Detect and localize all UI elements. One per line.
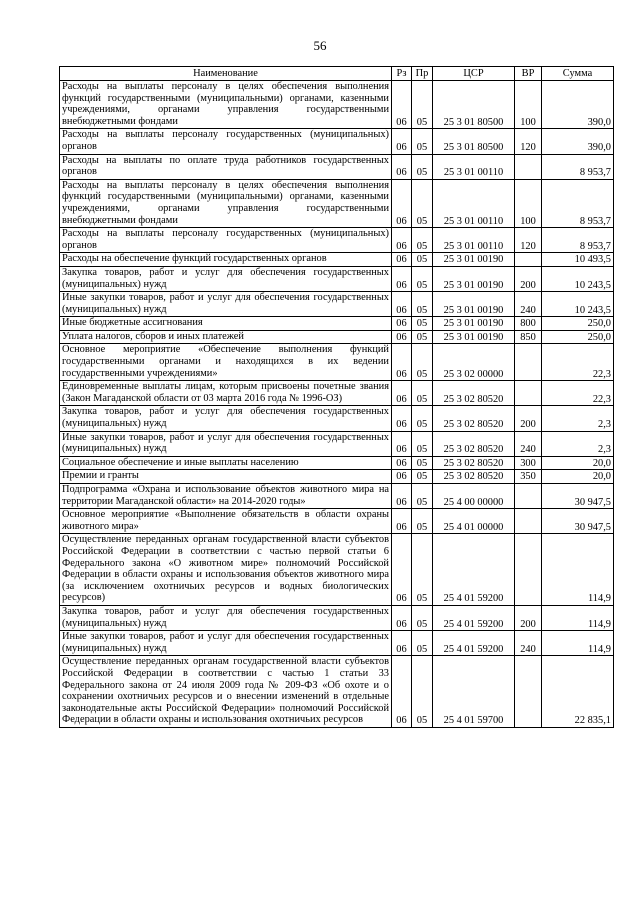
cell-rz: 06 (392, 228, 412, 253)
cell-sum: 22 835,1 (542, 656, 614, 728)
cell-rz: 06 (392, 381, 412, 406)
cell-csr: 25 3 02 80520 (433, 470, 515, 484)
cell-name: Закупка товаров, работ и услуг для обеспечения государственных (муниципальных) нужд (60, 406, 392, 431)
cell-sum: 8 953,7 (542, 228, 614, 253)
cell-rz: 06 (392, 656, 412, 728)
cell-csr: 25 4 01 59200 (433, 631, 515, 656)
cell-sum: 8 953,7 (542, 154, 614, 179)
table-row (60, 266, 614, 291)
header-vr: ВР (515, 67, 542, 81)
header-csr: ЦСР (433, 67, 515, 81)
table-row (60, 330, 614, 344)
cell-csr: 25 3 01 00190 (433, 253, 515, 267)
cell-sum: 250,0 (542, 317, 614, 331)
cell-vr (515, 484, 542, 509)
table-row (60, 228, 614, 253)
cell-pr: 05 (412, 81, 433, 129)
cell-sum: 390,0 (542, 129, 614, 154)
cell-csr: 25 3 01 00190 (433, 292, 515, 317)
cell-csr: 25 4 01 00000 (433, 509, 515, 534)
cell-sum: 20,0 (542, 470, 614, 484)
cell-rz: 06 (392, 631, 412, 656)
cell-vr: 300 (515, 456, 542, 470)
cell-csr: 25 3 01 00190 (433, 266, 515, 291)
cell-rz: 06 (392, 330, 412, 344)
cell-sum: 10 243,5 (542, 266, 614, 291)
table-row (60, 484, 614, 509)
header-pr: Пр (412, 67, 433, 81)
cell-sum: 114,9 (542, 534, 614, 606)
cell-pr: 05 (412, 266, 433, 291)
cell-name: Подпрограмма «Охрана и использование объектов животного мира на территории Магаданской области» на 2014-2020 годы» (60, 484, 392, 509)
table-row (60, 154, 614, 179)
table-row (60, 317, 614, 331)
cell-vr: 240 (515, 292, 542, 317)
cell-rz: 06 (392, 456, 412, 470)
cell-name: Осуществление переданных органам государственной власти субъектов Российской Федерации в соответствии с частью 1 статьи 33 Федерального закона от 24 июля 2009 года № 209-ФЗ «Об охоте и о сохранении охотничьих ресурсов и о внесении изменений в отдельные законодательные акты Российской Федерации» полномочий Российской Федерации в области охраны и использования охотничьих ресурсов (60, 656, 392, 728)
table-header-row (60, 67, 614, 81)
cell-pr: 05 (412, 381, 433, 406)
cell-sum: 390,0 (542, 81, 614, 129)
table-row (60, 292, 614, 317)
cell-pr: 05 (412, 154, 433, 179)
cell-rz: 06 (392, 129, 412, 154)
cell-name: Закупка товаров, работ и услуг для обеспечения государственных (муниципальных) нужд (60, 266, 392, 291)
cell-name: Расходы на выплаты персоналу в целях обеспечения выполнения функций государственными (муниципальными) органами, казенными учреждениями, органами управления государственными внебюджетными фондами (60, 179, 392, 227)
cell-pr: 05 (412, 631, 433, 656)
budget-table (59, 66, 614, 728)
table-row (60, 179, 614, 227)
cell-vr (515, 534, 542, 606)
header-rz: Рз (392, 67, 412, 81)
cell-pr: 05 (412, 406, 433, 431)
cell-vr: 350 (515, 470, 542, 484)
cell-pr: 05 (412, 534, 433, 606)
cell-name: Расходы на выплаты персоналу в целях обеспечения выполнения функций государственными (муниципальными) органами, казенными учреждениями, органами управления государственными внебюджетными фондами (60, 81, 392, 129)
cell-sum: 10 493,5 (542, 253, 614, 267)
cell-csr: 25 3 01 80500 (433, 81, 515, 129)
cell-name: Уплата налогов, сборов и иных платежей (60, 330, 392, 344)
table-row (60, 381, 614, 406)
cell-pr: 05 (412, 484, 433, 509)
cell-csr: 25 3 01 00110 (433, 179, 515, 227)
cell-pr: 05 (412, 292, 433, 317)
cell-sum: 114,9 (542, 605, 614, 630)
cell-name: Иные бюджетные ассигнования (60, 317, 392, 331)
table-row (60, 253, 614, 267)
cell-pr: 05 (412, 656, 433, 728)
cell-sum: 114,9 (542, 631, 614, 656)
cell-vr: 200 (515, 605, 542, 630)
cell-rz: 06 (392, 484, 412, 509)
cell-vr: 800 (515, 317, 542, 331)
page-number: 56 (313, 38, 327, 53)
cell-name: Расходы на обеспечение функций государственных органов (60, 253, 392, 267)
table-row (60, 431, 614, 456)
table-row (60, 406, 614, 431)
cell-pr: 05 (412, 330, 433, 344)
cell-pr: 05 (412, 179, 433, 227)
cell-csr: 25 3 02 80520 (433, 431, 515, 456)
cell-vr: 100 (515, 179, 542, 227)
cell-sum: 2,3 (542, 431, 614, 456)
cell-vr: 120 (515, 129, 542, 154)
table-row (60, 656, 614, 728)
cell-rz: 06 (392, 317, 412, 331)
cell-csr: 25 4 01 59200 (433, 534, 515, 606)
cell-rz: 06 (392, 431, 412, 456)
cell-csr: 25 3 01 00190 (433, 330, 515, 344)
cell-sum: 30 947,5 (542, 509, 614, 534)
cell-pr: 05 (412, 509, 433, 534)
cell-pr: 05 (412, 344, 433, 381)
cell-name: Расходы на выплаты персоналу государственных (муниципальных) органов (60, 228, 392, 253)
cell-vr (515, 344, 542, 381)
cell-vr: 200 (515, 406, 542, 431)
cell-rz: 06 (392, 179, 412, 227)
cell-csr: 25 4 01 59700 (433, 656, 515, 728)
cell-sum: 2,3 (542, 406, 614, 431)
cell-vr (515, 253, 542, 267)
cell-vr: 100 (515, 81, 542, 129)
cell-vr: 120 (515, 228, 542, 253)
cell-vr (515, 154, 542, 179)
cell-pr: 05 (412, 253, 433, 267)
cell-name: Иные закупки товаров, работ и услуг для обеспечения государственных (муниципальных) нужд (60, 431, 392, 456)
cell-sum: 8 953,7 (542, 179, 614, 227)
cell-sum: 20,0 (542, 456, 614, 470)
cell-sum: 30 947,5 (542, 484, 614, 509)
cell-vr (515, 509, 542, 534)
cell-csr: 25 3 02 00000 (433, 344, 515, 381)
cell-rz: 06 (392, 154, 412, 179)
cell-csr: 25 3 01 00110 (433, 154, 515, 179)
cell-vr (515, 656, 542, 728)
cell-pr: 05 (412, 605, 433, 630)
cell-vr: 240 (515, 431, 542, 456)
cell-pr: 05 (412, 470, 433, 484)
cell-rz: 06 (392, 292, 412, 317)
cell-name: Осуществление переданных органам государственной власти субъектов Российской Федерации в соответствии с частью первой статьи 6 Федерального закона «О животном мире» полномочий Российской Федерации в области охраны и использования объектов животного мира (за исключением охотничьих ресурсов и водных биологических ресурсов) (60, 534, 392, 606)
cell-csr: 25 3 02 80520 (433, 406, 515, 431)
cell-vr: 240 (515, 631, 542, 656)
cell-rz: 06 (392, 344, 412, 381)
cell-rz: 06 (392, 534, 412, 606)
cell-csr: 25 3 01 00190 (433, 317, 515, 331)
table-row (60, 344, 614, 381)
table-row (60, 470, 614, 484)
cell-name: Иные закупки товаров, работ и услуг для обеспечения государственных (муниципальных) нужд (60, 292, 392, 317)
cell-sum: 250,0 (542, 330, 614, 344)
cell-vr (515, 381, 542, 406)
cell-csr: 25 4 01 59200 (433, 605, 515, 630)
table-row (60, 129, 614, 154)
header-sum: Сумма (542, 67, 614, 81)
cell-sum: 10 243,5 (542, 292, 614, 317)
cell-csr: 25 3 01 00110 (433, 228, 515, 253)
cell-csr: 25 3 02 80520 (433, 456, 515, 470)
cell-csr: 25 3 02 80520 (433, 381, 515, 406)
table-row (60, 81, 614, 129)
cell-rz: 06 (392, 605, 412, 630)
cell-vr: 200 (515, 266, 542, 291)
table-row (60, 631, 614, 656)
cell-name: Единовременные выплаты лицам, которым присвоены почетные звания (Закон Магаданской области от 03 марта 2016 года № 1996-ОЗ) (60, 381, 392, 406)
cell-sum: 22,3 (542, 381, 614, 406)
cell-name: Премии и гранты (60, 470, 392, 484)
cell-pr: 05 (412, 431, 433, 456)
cell-rz: 06 (392, 253, 412, 267)
cell-pr: 05 (412, 129, 433, 154)
cell-pr: 05 (412, 456, 433, 470)
cell-name: Основное мероприятие «Обеспечение выполнения функций государственными органами и находящихся в их ведении государственными учреждениями» (60, 344, 392, 381)
cell-name: Расходы на выплаты по оплате труда работников государственных органов (60, 154, 392, 179)
header-name: Наименование (60, 67, 392, 81)
cell-pr: 05 (412, 228, 433, 253)
table-row (60, 605, 614, 630)
cell-name: Закупка товаров, работ и услуг для обеспечения государственных (муниципальных) нужд (60, 605, 392, 630)
cell-rz: 06 (392, 81, 412, 129)
cell-name: Социальное обеспечение и иные выплаты населению (60, 456, 392, 470)
table-row (60, 534, 614, 606)
cell-rz: 06 (392, 470, 412, 484)
cell-pr: 05 (412, 317, 433, 331)
cell-csr: 25 4 00 00000 (433, 484, 515, 509)
cell-vr: 850 (515, 330, 542, 344)
cell-name: Расходы на выплаты персоналу государственных (муниципальных) органов (60, 129, 392, 154)
cell-rz: 06 (392, 406, 412, 431)
table-row (60, 509, 614, 534)
cell-name: Основное мероприятие «Выполнение обязательств в области охраны животного мира» (60, 509, 392, 534)
cell-sum: 22,3 (542, 344, 614, 381)
cell-csr: 25 3 01 80500 (433, 129, 515, 154)
cell-name: Иные закупки товаров, работ и услуг для обеспечения государственных (муниципальных) нужд (60, 631, 392, 656)
table-row (60, 456, 614, 470)
cell-rz: 06 (392, 509, 412, 534)
cell-rz: 06 (392, 266, 412, 291)
